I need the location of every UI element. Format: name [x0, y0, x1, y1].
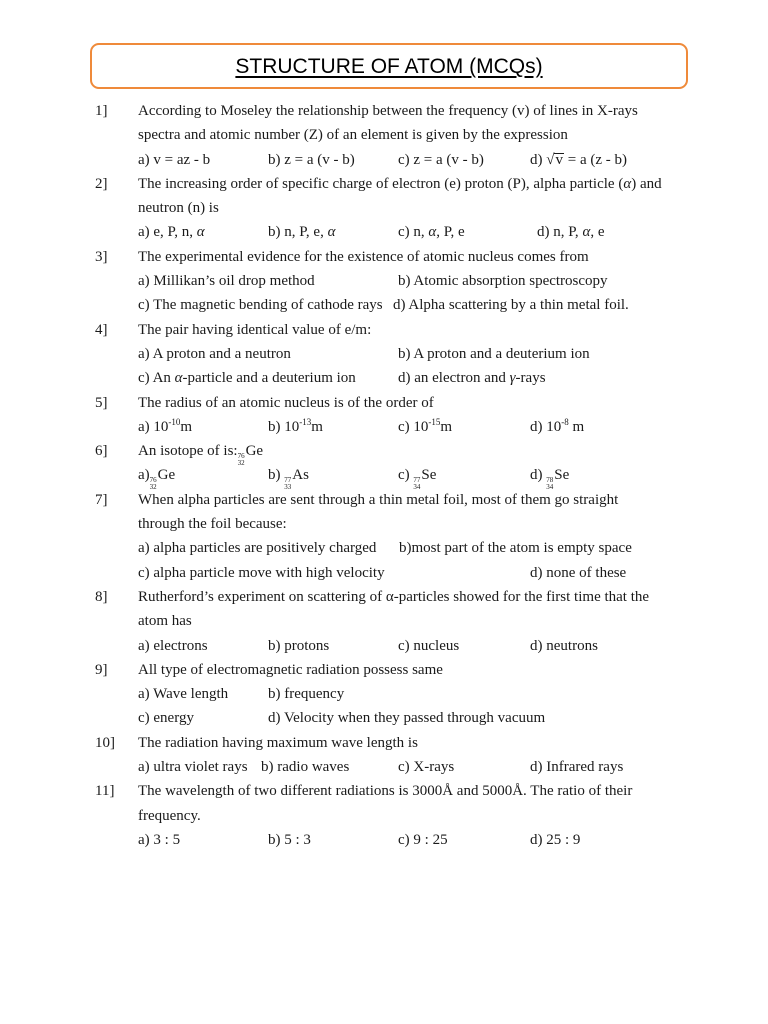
question-2	[0, 172, 768, 196]
mass-number: 76	[237, 452, 245, 461]
options-row	[0, 293, 768, 317]
option-a: a) Millikan’s oil drop method	[138, 273, 315, 290]
option-text: -rays	[515, 370, 546, 387]
option-b: b) A proton and a deuterium ion	[398, 345, 590, 362]
option-c: c) nucleus	[398, 637, 460, 654]
option-b: b)most part of the atom is empty space	[399, 540, 632, 557]
unit: m	[180, 418, 193, 435]
question-number: 9]	[95, 661, 108, 678]
alpha-symbol: α	[196, 224, 205, 241]
question-text: atom has	[138, 613, 192, 630]
question-6	[0, 439, 768, 468]
title-box	[90, 43, 688, 89]
alpha-symbol: α	[582, 224, 591, 241]
options-row	[0, 828, 768, 852]
options-row	[0, 682, 768, 706]
option-text: , P, e	[436, 224, 465, 241]
mass-number: 78	[546, 476, 554, 485]
question-number: 8]	[95, 588, 108, 605]
options-row	[0, 755, 768, 779]
gamma-symbol: γ	[509, 370, 516, 387]
text-part: The increasing order of specific charge of electron (e) proton (P), alpha particle (	[138, 175, 624, 192]
question-number: 5]	[95, 394, 108, 411]
question-9	[0, 658, 768, 682]
option-a	[138, 415, 192, 439]
option-a: a) electrons	[138, 637, 208, 654]
options-row	[0, 536, 768, 560]
option-d	[530, 415, 584, 439]
option-text: c) n,	[398, 224, 425, 241]
text-part: An isotope of is:	[138, 443, 238, 460]
mass-number: 76	[149, 476, 157, 485]
option-d: d) Alpha scattering by a thin metal foil.	[393, 297, 629, 314]
option-label: a)	[138, 467, 150, 484]
option-b: b) 5 : 3	[268, 831, 311, 848]
question-number: 10]	[95, 734, 115, 751]
option-a: a) v = az - b	[138, 151, 211, 168]
exponent: -10	[168, 416, 181, 427]
option-b: b) radio waves	[261, 759, 350, 776]
question-text: The wavelength of two different radiations is 3000Å and 5000Å. The ratio of their	[138, 783, 633, 800]
option-b	[268, 220, 335, 244]
question-list	[0, 99, 768, 852]
atomic-number: 34	[546, 483, 554, 492]
option-a: a) ultra violet rays	[138, 759, 248, 776]
option-a: a) 3 : 5	[138, 831, 181, 848]
option-label: d)	[530, 467, 543, 484]
question-8	[0, 585, 768, 609]
alpha-symbol: α	[428, 224, 437, 241]
exponent: -15	[428, 416, 441, 427]
exponent: -13	[299, 416, 312, 427]
question-text-line	[0, 512, 768, 536]
alpha-symbol: α	[623, 175, 632, 192]
option-text: b) n, P, e,	[268, 224, 324, 241]
question-text-line	[0, 609, 768, 633]
question-1	[0, 99, 768, 123]
option-text: a) e, P, n,	[138, 224, 193, 241]
option-c: c) z = a (v - b)	[398, 151, 484, 168]
question-text: spectra and atomic number (Z) of an element is given by the expression	[138, 127, 568, 144]
question-3	[0, 245, 768, 269]
option-text: -particle and a deuterium ion	[182, 370, 356, 387]
options-row	[0, 342, 768, 366]
option-c	[398, 415, 452, 439]
options-row	[0, 415, 768, 439]
unit: m	[440, 418, 453, 435]
question-number: 4]	[95, 321, 108, 338]
question-7	[0, 488, 768, 512]
option-b: b) Atomic absorption spectroscopy	[398, 273, 608, 290]
question-10	[0, 731, 768, 755]
base: a) 10	[138, 418, 169, 435]
question-number: 3]	[95, 248, 108, 265]
option-text: d) an electron and	[398, 370, 506, 387]
page-title: STRUCTURE OF ATOM (MCQs)	[235, 55, 543, 78]
exponent: -8	[561, 416, 569, 427]
atomic-number: 34	[413, 483, 421, 492]
element-symbol: Se	[554, 467, 570, 484]
atomic-number: 32	[149, 483, 157, 492]
option-c	[398, 220, 465, 244]
question-text: The radius of an atomic nucleus is of the order of	[138, 394, 434, 411]
option-c: c) alpha particle move with high velocity	[138, 564, 385, 581]
option-c	[138, 366, 356, 390]
options-row	[0, 634, 768, 658]
option-b	[268, 415, 323, 439]
option-d: d) Velocity when they passed through vacuum	[268, 710, 546, 727]
option-d: d) Infrared rays	[530, 759, 624, 776]
question-text: According to Moseley the relationship between the frequency (v) of lines in X-rays	[138, 103, 638, 119]
base: c) 10	[398, 418, 429, 435]
question-number: 2]	[95, 175, 108, 192]
question-text-line	[0, 804, 768, 828]
question-text-line	[0, 196, 768, 220]
unit: m	[311, 418, 323, 435]
question-5	[0, 391, 768, 415]
option-a: a) A proton and a neutron	[138, 345, 291, 362]
question-text: The pair having identical value of e/m:	[138, 321, 372, 338]
unit: m	[568, 418, 585, 435]
option-d	[537, 220, 604, 244]
option-d: d) √v = a (z - b)	[530, 151, 627, 168]
option-a: a) alpha particles are positively charged	[138, 540, 377, 557]
base: d) 10	[530, 418, 562, 435]
mass-number: 77	[413, 476, 421, 485]
question-4	[0, 318, 768, 342]
option-a	[138, 220, 205, 244]
question-11	[0, 779, 768, 803]
question-text: All type of electromagnetic radiation possess same	[138, 661, 443, 678]
question-number: 6]	[95, 443, 108, 460]
option-d	[398, 366, 546, 390]
atomic-number: 32	[237, 459, 245, 468]
alpha-symbol: α	[327, 224, 336, 241]
question-text: The experimental evidence for the existence of atomic nucleus comes from	[138, 248, 589, 265]
option-c: c) 9 : 25	[398, 831, 448, 848]
option-c: c) The magnetic bending of cathode rays	[138, 297, 383, 314]
option-c: c) energy	[138, 710, 194, 727]
mass-number: 77	[284, 476, 292, 485]
alpha-symbol: α	[174, 370, 183, 387]
options-row	[0, 463, 768, 492]
question-text: through the foil because:	[138, 516, 287, 533]
option-text: d) n, P,	[537, 224, 579, 241]
question-number: 1]	[95, 103, 108, 119]
options-row	[0, 706, 768, 730]
options-row	[0, 220, 768, 244]
element-symbol: Se	[421, 467, 437, 484]
option-d: d) neutrons	[530, 637, 598, 654]
option-text: , e	[590, 224, 605, 241]
question-text: neutron (n) is	[138, 200, 219, 217]
option-text: c) An	[138, 370, 171, 387]
question-text-line	[0, 123, 768, 147]
options-row	[0, 366, 768, 390]
question-text	[138, 172, 662, 196]
options-row	[0, 269, 768, 293]
option-b: b) z = a (v - b)	[268, 151, 355, 168]
question-text: Rutherford’s experiment on scattering of α-particles showed for the first time that the	[138, 588, 650, 605]
option-b: b) frequency	[268, 686, 345, 703]
question-text: The radiation having maximum wave length is	[138, 734, 418, 751]
element-symbol: As	[292, 467, 309, 484]
element-symbol: Ge	[245, 443, 264, 460]
options-row	[0, 561, 768, 585]
question-number: 7]	[95, 491, 108, 508]
text-part: ) and	[631, 175, 662, 192]
question-number: 11]	[95, 783, 115, 800]
option-d-label: d)	[530, 151, 543, 168]
option-label: b)	[268, 467, 281, 484]
sqrt-v: v	[555, 151, 563, 168]
option-b: b) protons	[268, 637, 330, 654]
option-d: d) none of these	[530, 564, 627, 581]
option-d: d) 25 : 9	[530, 831, 581, 848]
option-d-rest: = a (z - b)	[567, 151, 627, 168]
question-text: When alpha particles are sent through a thin metal foil, most of them go straight	[138, 491, 619, 508]
option-c: c) X-rays	[398, 759, 455, 776]
option-label: c)	[398, 467, 410, 484]
question-text: frequency.	[138, 807, 201, 824]
option-a: a) Wave length	[138, 686, 229, 703]
element-symbol: Ge	[157, 467, 176, 484]
atomic-number: 33	[284, 483, 292, 492]
base: b) 10	[268, 418, 300, 435]
options-row	[0, 148, 768, 172]
